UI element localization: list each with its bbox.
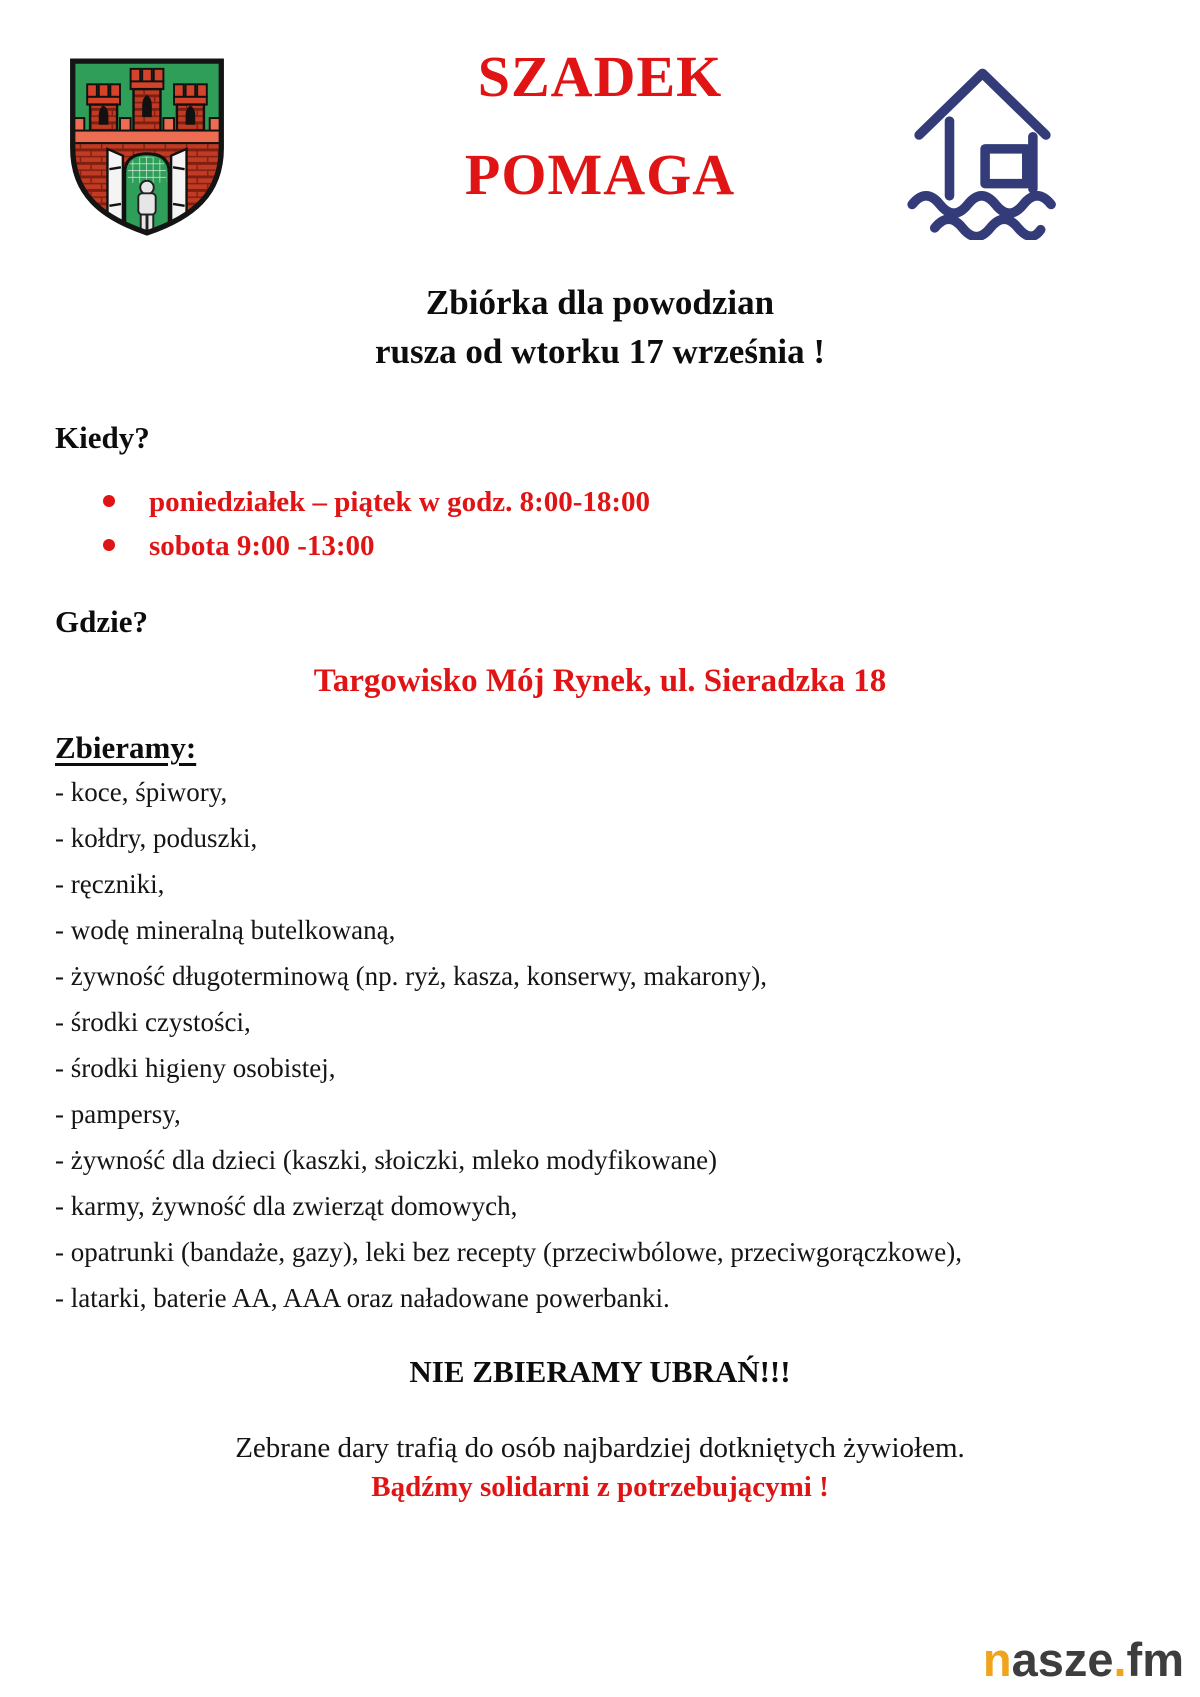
nasze-fm-logo	[983, 1632, 1184, 1687]
flood-window	[985, 149, 1027, 184]
when-heading: Kiedy?	[55, 420, 150, 455]
flooded-house-icon	[900, 50, 1065, 240]
collecting-item: - środki czystości,	[55, 1007, 251, 1038]
collecting-item: - ręczniki,	[55, 869, 165, 900]
collecting-heading: Zbieramy:	[55, 730, 197, 766]
crest-knight	[138, 181, 155, 234]
header	[0, 0, 1200, 250]
footer-note: Zebrane dary trafią do osób najbardziej dotkniętych żywiołem.	[235, 1432, 965, 1465]
collecting-item: - koce, śpiwory,	[55, 777, 228, 808]
collecting-item: - kołdry, poduszki,	[55, 823, 258, 854]
where-location: Targowisko Mój Rynek, ul. Sieradzka 18	[313, 663, 887, 699]
collecting-item: - latarki, baterie AA, AAA oraz naładowane powerbanki.	[55, 1283, 670, 1314]
announcement	[0, 278, 1200, 376]
collecting-item: - opatrunki (bandaże, gazy), leki bez recepty (przeciwbólowe, przeciwgorączkowe),	[55, 1237, 963, 1268]
logo-prefix: n	[982, 1633, 1012, 1686]
title-line-2: POMAGA	[464, 142, 736, 207]
footer-solidarity: Bądźmy solidarni z potrzebującymi !	[371, 1471, 829, 1504]
collecting-item: - wodę mineralną butelkowaną,	[55, 915, 396, 946]
collecting-item: - pampersy,	[55, 1099, 181, 1130]
flood-roof	[919, 73, 1046, 135]
flood-wave-2	[935, 219, 1041, 236]
logo-dot: .	[1113, 1633, 1127, 1686]
where-heading: Gdzie?	[55, 604, 148, 639]
collecting-item: - środki higieny osobistej,	[55, 1053, 336, 1084]
collecting-item: - żywność długoterminową (np. ryż, kasza, konserwy, makarony),	[55, 961, 768, 992]
collecting-list	[0, 776, 1200, 1314]
page-title	[300, 44, 900, 207]
flood-wave-1	[912, 196, 1051, 213]
collecting-item: - karmy, żywność dla zwierząt domowych,	[55, 1191, 518, 1222]
title-line-1: SZADEK	[477, 44, 723, 109]
when-list	[0, 480, 1200, 568]
announcement-line-1: Zbiórka dla powodzian	[425, 283, 775, 322]
announcement-line-2: rusza od wtorku 17 września !	[374, 332, 826, 371]
crest-gate	[107, 149, 186, 239]
when-item: poniedziałek – piątek w godz. 8:00-18:00	[103, 480, 1200, 524]
collecting-item: - żywność dla dzieci (kaszki, słoiczki, mleko modyfikowane)	[55, 1145, 718, 1176]
no-clothes-warning: NIE ZBIERAMY UBRAŃ!!!	[409, 1354, 791, 1390]
logo-suffix: fm	[1126, 1633, 1184, 1686]
szadek-coat-of-arms-icon	[65, 54, 229, 240]
logo-middle: asze	[1011, 1633, 1114, 1686]
when-item: sobota 9:00 -13:00	[103, 524, 1200, 568]
